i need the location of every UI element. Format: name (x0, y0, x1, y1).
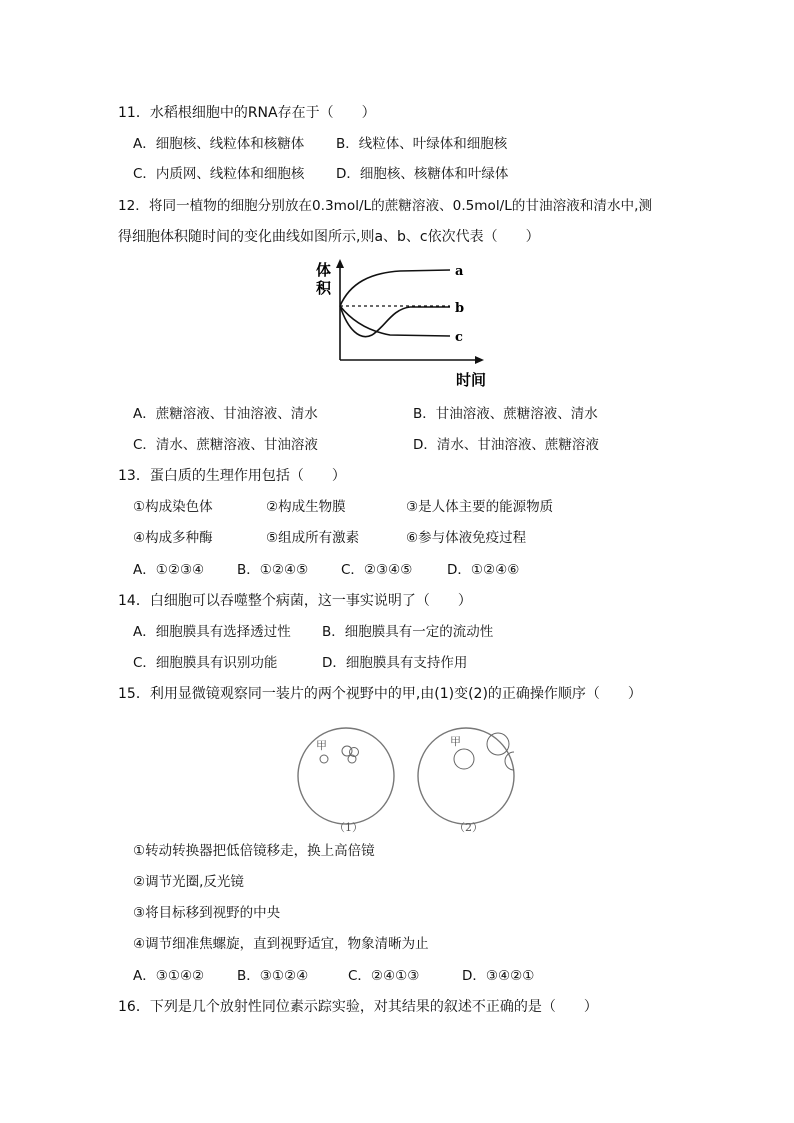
q15-step-4: ④调节细准焦螺旋，直到视野适宜，物象清晰为止 (133, 936, 429, 952)
q13-stem: 13．蛋白质的生理作用包括（ ） (118, 468, 346, 484)
curve-a-label: a (455, 264, 464, 279)
y-axis-label-1: 体 (316, 261, 332, 279)
q12-stem-line1: 12．将同一植物的细胞分别放在0.3mol/L的蔗糖溶液、0.5mol/L的甘油溶液和清水中,测 (118, 198, 653, 214)
q11-option-c: C．内质网、线粒体和细胞核 (133, 166, 305, 182)
field-2-mark: 甲 (450, 735, 461, 748)
field-1-label: （1） (334, 821, 363, 834)
q12-option-c: C．清水、蔗糖溶液、甘油溶液 (133, 437, 318, 453)
q11-option-d: D．细胞核、核糖体和叶绿体 (336, 166, 509, 182)
field-2-circle (418, 728, 514, 824)
q14-option-a: A．细胞膜具有选择透过性 (133, 624, 291, 640)
q14-stem: 14．白细胞可以吞噬整个病菌，这一事实说明了（ ） (118, 593, 472, 609)
q12-option-a: A．蔗糖溶液、甘油溶液、清水 (133, 406, 318, 422)
q14-option-c: C．细胞膜具有识别功能 (133, 655, 278, 671)
q15-step-2: ②调节光圈,反光镜 (133, 874, 244, 890)
q13-option-d: D．①②④⑥ (447, 562, 520, 578)
q15-option-d: D．③④②① (462, 968, 535, 984)
curve-a (340, 270, 450, 306)
x-axis-arrow (475, 356, 484, 364)
curve-b-label: b (455, 301, 465, 316)
q13-item-1: ①构成染色体 (133, 499, 213, 515)
curve-c (340, 306, 450, 336)
q13-item-3: ③是人体主要的能源物质 (406, 499, 554, 515)
field-1-circle (298, 728, 394, 824)
q12-volume-time-graph (310, 255, 490, 390)
q14-option-b: B．细胞膜具有一定的流动性 (322, 624, 494, 640)
q13-option-c: C．②③④⑤ (341, 562, 413, 578)
x-axis-label: 时间 (456, 371, 487, 389)
field-2-label: （2） (454, 821, 483, 834)
field-1-object-a (320, 755, 328, 763)
y-axis-arrow (336, 259, 344, 268)
q15-microscope-fields (290, 718, 520, 836)
q13-item-2: ②构成生物膜 (266, 499, 346, 515)
q11-stem: 11．水稻根细胞中的RNA存在于（ ） (118, 105, 376, 121)
q16-stem: 16．下列是几个放射性同位素示踪实验，对其结果的叙述不正确的是（ ） (118, 999, 598, 1015)
q13-item-6: ⑥参与体液免疫过程 (406, 530, 527, 546)
q11-option-a: A．细胞核、线粒体和核糖体 (133, 136, 305, 152)
q15-stem: 15．利用显微镜观察同一装片的两个视野中的甲,由(1)变(2)的正确操作顺序（ ） (118, 686, 642, 702)
field-2-object-b (487, 733, 509, 755)
field-1-mark: 甲 (316, 739, 327, 752)
q13-option-b: B．①②④⑤ (237, 562, 309, 578)
curve-c-label: c (455, 330, 463, 345)
q13-item-5: ⑤组成所有激素 (266, 530, 360, 546)
q13-item-4: ④构成多种酶 (133, 530, 213, 546)
q11-option-b: B．线粒体、叶绿体和细胞核 (336, 136, 508, 152)
q13-option-a: A．①②③④ (133, 562, 205, 578)
q15-option-b: B．③①②④ (237, 968, 309, 984)
q15-step-1: ①转动转换器把低倍镜移走，换上高倍镜 (133, 843, 375, 859)
field-2-object-a (454, 749, 474, 769)
q14-option-d: D．细胞膜具有支持作用 (322, 655, 468, 671)
q15-option-c: C．②④①③ (348, 968, 420, 984)
q12-stem-line2: 得细胞体积随时间的变化曲线如图所示,则a、b、c依次代表（ ） (118, 229, 540, 245)
y-axis-label-2: 积 (316, 279, 332, 297)
q12-option-b: B．甘油溶液、蔗糖溶液、清水 (413, 406, 598, 422)
q12-option-d: D．清水、甘油溶液、蔗糖溶液 (413, 437, 599, 453)
q15-step-3: ③将目标移到视野的中央 (133, 905, 281, 921)
q15-option-a: A．③①④② (133, 968, 205, 984)
